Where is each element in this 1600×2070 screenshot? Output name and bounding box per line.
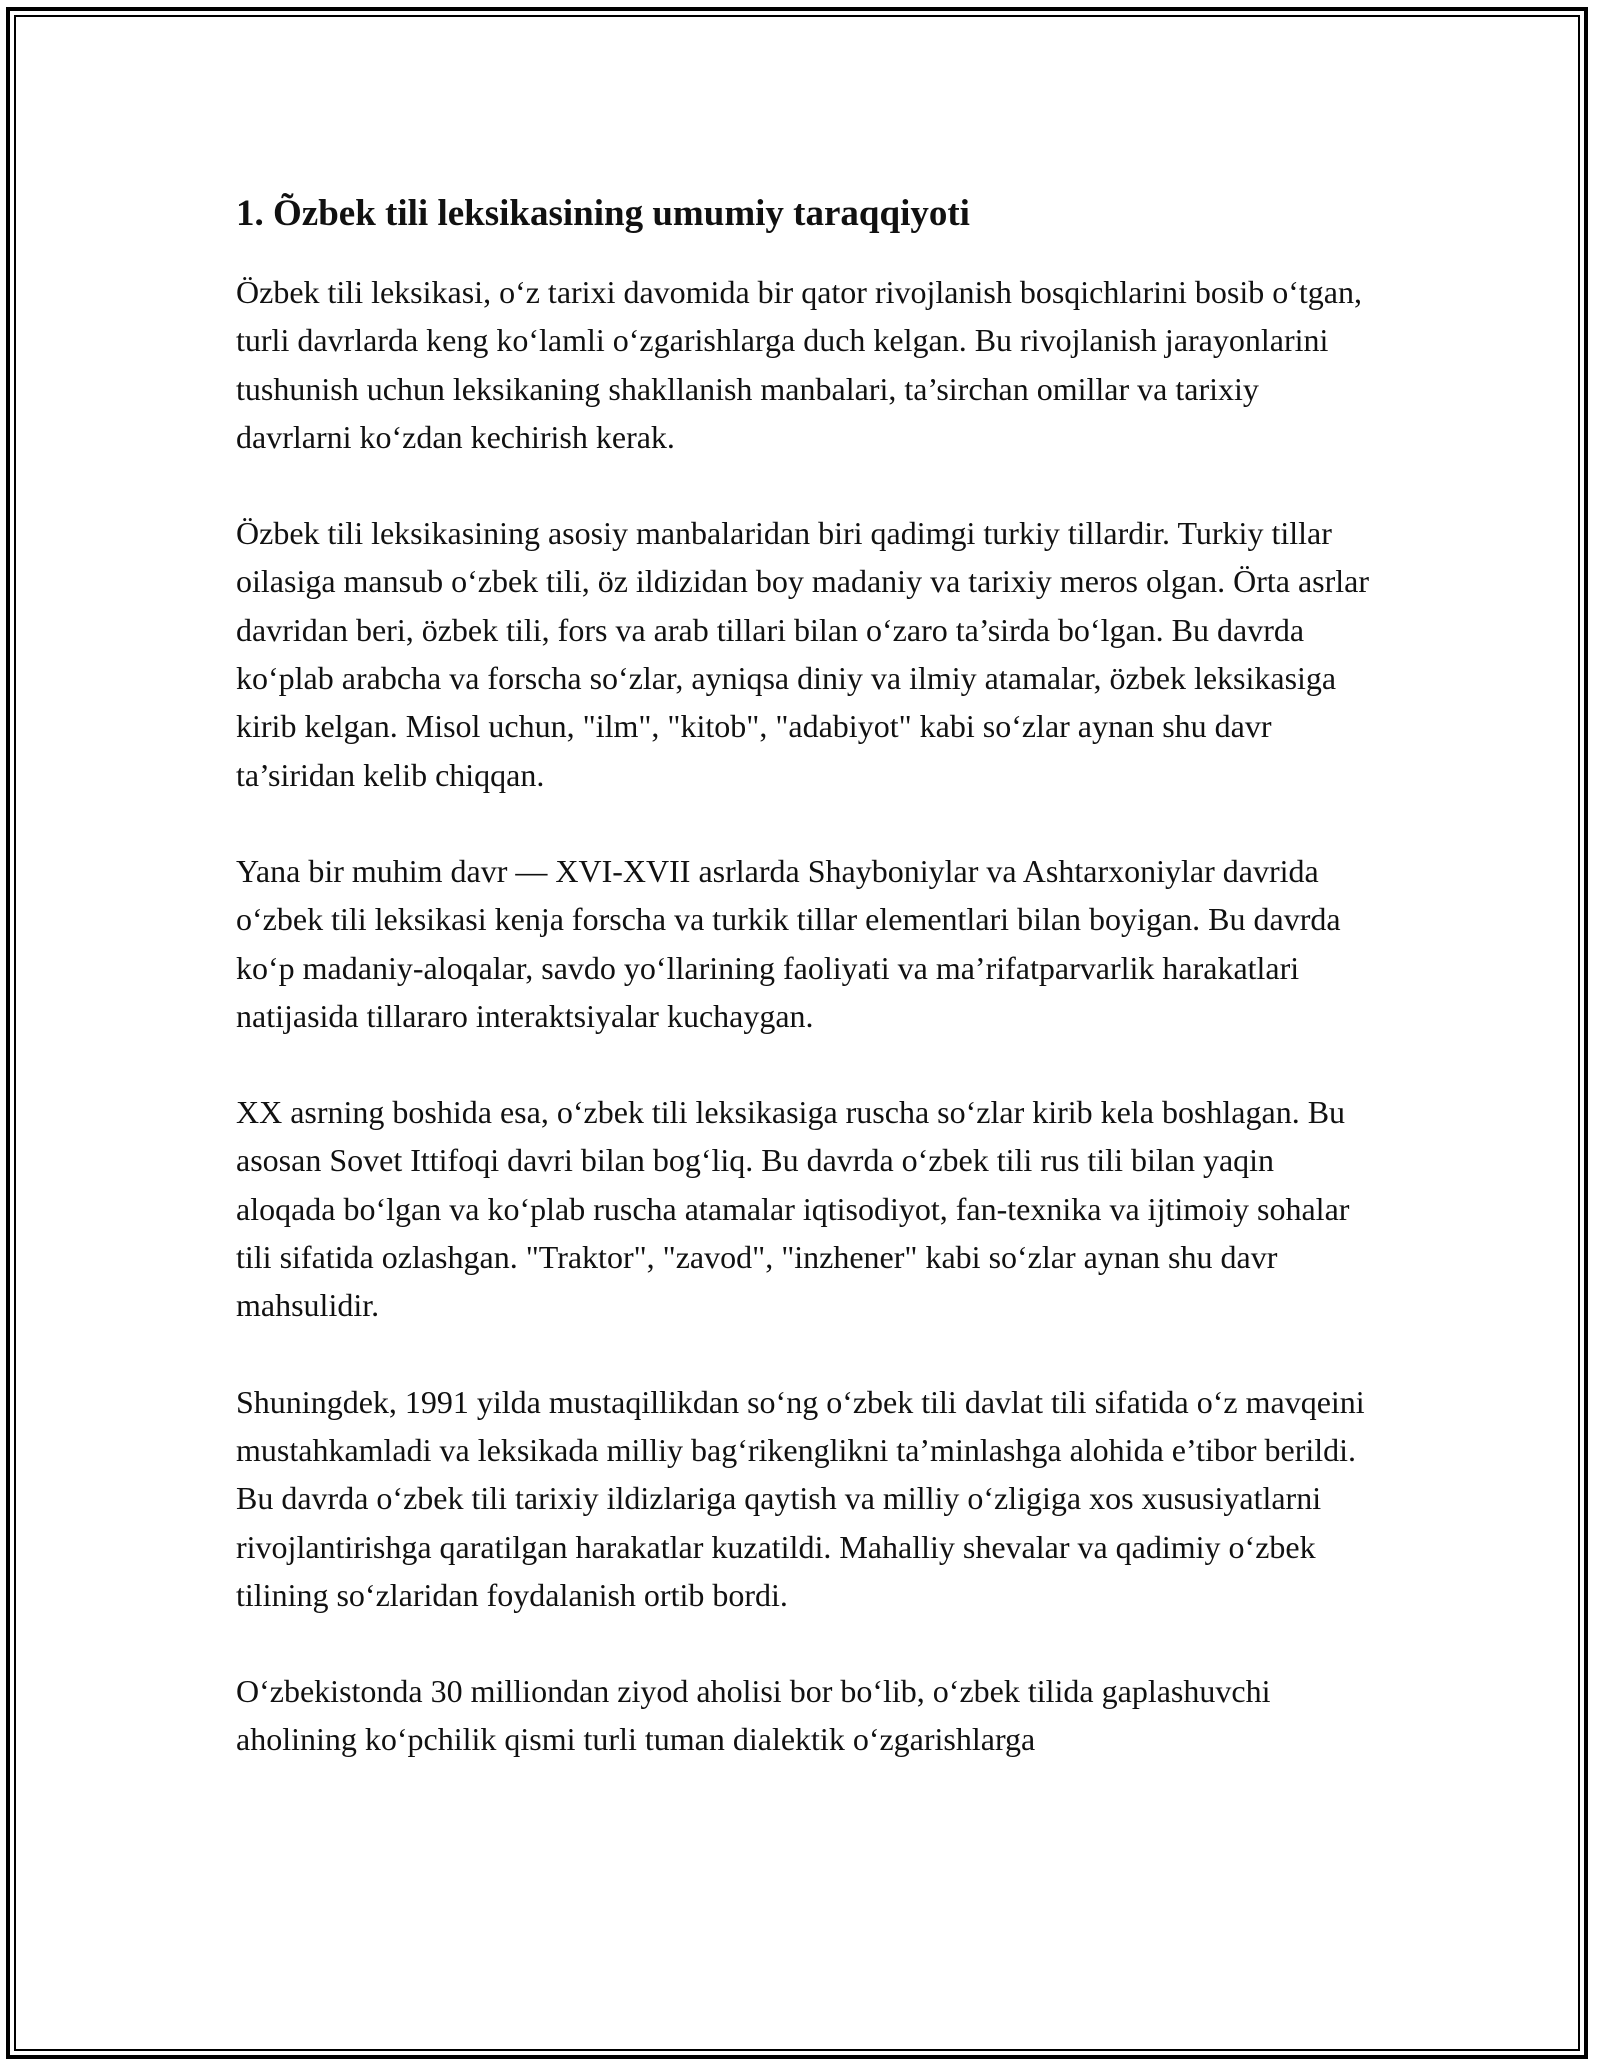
paragraph-2: Özbek tili leksikasining asosiy manbalaridan biri qadimgi turkiy tillardir. Turkiy tillar oilasiga mansub o‘zbek tili, öz ildizidan boy madaniy va tarixiy meros olgan. Örta asrlar davridan beri, özbek tili, fors va arab tillari bilan o‘zaro ta’sirda bo‘lgan. Bu davrda ko‘plab arabcha va forscha so‘zlar, ayniqsa diniy va ilmiy atamalar, özbek leksikasiga kirib kelgan. Misol uchun, "ilm", "kitob", "adabiyot" kabi so‘zlar aynan shu davr ta’siridan kelib chiqqan. bbox=[236, 515, 1370, 793]
paragraph-4: XX asrning boshida esa, o‘zbek tili leksikasiga ruscha so‘zlar kirib kela boshlagan. Bu asosan Sovet Ittifoqi davri bilan bog‘liq. Bu davrda o‘zbek tili rus tili bilan yaqin aloqada bo‘lgan va ko‘plab ruscha atamalar iqtisodiyot, fan-texnika va ijtimoiy sohalar tili sifatida ozlashgan. "Traktor", "zavod", "inzhener" kabi so‘zlar aynan shu davr mahsulidir. bbox=[236, 1094, 1350, 1324]
paragraph-3: Yana bir muhim davr — XVI-XVII asrlarda Shayboniylar va Ashtarxoniylar davrida o‘zbek tili leksikasi kenja forscha va turkik tillar elementlari bilan boyigan. Bu davrda ko‘p madaniy-aloqalar, savdo yo‘llarining faoliyati va ma’rifatparvarlik harakatlari natijasida tillararo interaktsiyalar kuchaygan. bbox=[236, 852, 1341, 1034]
paragraph-6: O‘zbekistonda 30 milliondan ziyod aholisi bor bo‘lib, o‘zbek tilida gaplashuvchi aholining ko‘pchilik qismi turli tuman dialektik o‘zgarishlarga bbox=[236, 1673, 1271, 1758]
paragraph-1: Özbek tili leksikasi, o‘z tarixi davomida bir qator rivojlanish bosqichlarini bosib o‘tgan, turli davrlarda keng ko‘lamli o‘zgarishlarga duch kelgan. Bu rivojlanish jarayonlarini tushunish uchun leksikaning shakllanish manbalari, ta’sirchan omillar va tarixiy davrlarni ko‘zdan kechirish kerak. bbox=[236, 274, 1362, 455]
section-heading: 1. Õzbek tili leksikasining umumiy taraqqiyoti bbox=[236, 193, 970, 234]
paragraph-5: Shuningdek, 1991 yilda mustaqillikdan so‘ng o‘zbek tili davlat tili sifatida o‘z mavqeini mustahkamladi va leksikada milliy bag‘rikenglikni ta’minlashga alohida e’tibor berildi. Bu davrda o‘zbek tili tarixiy ildizlariga qaytish va milliy o‘zligiga xos xususiyatlarni rivojlantirishga qaratilgan harakatlar kuzatildi. Mahalliy shevalar va qadimiy o‘zbek tilining so‘zlaridan foydalanish ortib bordi. bbox=[236, 1383, 1365, 1613]
document-body bbox=[236, 186, 1376, 1812]
